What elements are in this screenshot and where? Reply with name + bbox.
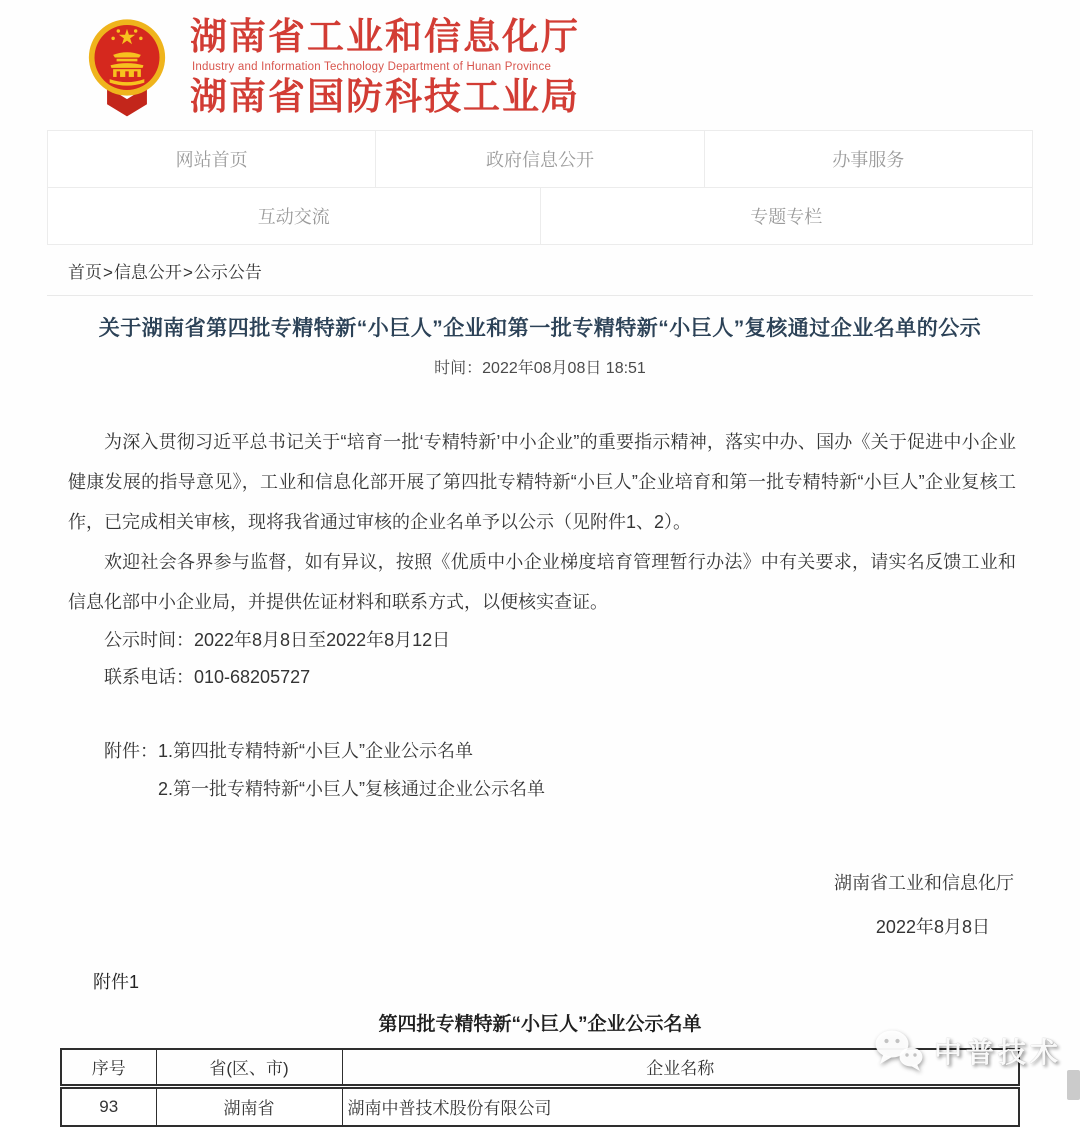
nav-item-interaction[interactable]: 互动交流	[47, 188, 541, 245]
signature-block	[68, 868, 1016, 942]
site-header	[0, 0, 1080, 124]
paragraph-2: 欢迎社会各界参与监督，如有异议，按照《优质中小企业梯度培育管理暂行办法》中有关要求，请实名反馈工业和信息化部中小企业局，并提供佐证材料和联系方式，以便核实查证。	[68, 552, 1016, 612]
attachment-1: 附件：1.第四批专精特新“小巨人”企业公示名单	[104, 741, 473, 761]
china-national-emblem-icon	[88, 14, 166, 120]
nav-item-special-columns[interactable]: 专题专栏	[540, 188, 1034, 245]
table-header-row	[61, 1049, 1019, 1086]
header-company: 企业名称	[342, 1049, 1019, 1086]
breadcrumb-info-disclosure[interactable]: 信息公开	[113, 263, 182, 282]
nav-item-home[interactable]: 网站首页	[47, 131, 376, 188]
cell-company: 湖南中普技术股份有限公司	[342, 1086, 1019, 1126]
signature-org: 湖南省工业和信息化厅	[834, 873, 1014, 893]
cell-province: 湖南省	[156, 1086, 342, 1126]
breadcrumb	[47, 245, 1033, 296]
main-nav	[47, 130, 1033, 245]
nav-item-services[interactable]: 办事服务	[704, 131, 1033, 188]
annex-table	[60, 1048, 1020, 1127]
breadcrumb-announcements[interactable]: 公示公告	[193, 263, 262, 282]
article-body	[68, 422, 1016, 942]
cell-seq: 93	[61, 1086, 156, 1126]
annex-table-title: 第四批专精特新“小巨人”企业公示名单	[378, 1014, 702, 1035]
nav-row-1	[47, 131, 1033, 188]
nav-item-gov-info[interactable]: 政府信息公开	[375, 131, 704, 188]
publicity-period: 公示时间：2022年8月8日至2022年8月12日	[104, 630, 451, 650]
article-time: 时间：2022年08月08日 18:51	[434, 360, 646, 377]
header-title-cn-1: 湖南省工业和信息化厅	[190, 15, 580, 57]
table-row	[61, 1086, 1019, 1126]
article-title: 关于湖南省第四批专精特新“小巨人”企业和第一批专精特新“小巨人”复核通过企业名单的公示	[98, 317, 982, 340]
paragraph-1: 为深入贯彻习近平总书记关于“培育一批‘专精特新’中小企业”的重要指示精神，落实中办、国办《关于促进中小企业健康发展的指导意见》，工业和信息化部开展了第四批专精特新“小巨人”企业培育和第一批专精特新“小巨人”企业复核工作，已完成相关审核，现将我省通过审核的企业名单予以公示（见附件1、2）。	[68, 432, 1016, 532]
header-title-en: Industry and Information Technology Department of Hunan Province	[192, 60, 552, 73]
annex-label: 附件1	[93, 972, 140, 992]
breadcrumb-home[interactable]: 首页	[68, 263, 102, 282]
header-title-cn-2: 湖南省国防科技工业局	[190, 75, 580, 117]
watermark-text: 中普技术	[934, 1037, 1063, 1068]
breadcrumb-separator: >	[103, 263, 113, 282]
signature-date: 2022年8月8日	[875, 917, 990, 937]
attachment-2: 2.第一批专精特新“小巨人”复核通过企业公示名单	[158, 779, 545, 799]
header-seq: 序号	[61, 1049, 156, 1086]
contact-phone: 联系电话：010-68205727	[104, 667, 311, 687]
attachments-list	[68, 732, 1016, 808]
scrollbar-thumb[interactable]	[1067, 1070, 1080, 1100]
nav-row-2	[47, 188, 1033, 245]
breadcrumb-separator: >	[182, 263, 193, 282]
header-titles	[190, 16, 580, 118]
header-province: 省(区、市)	[156, 1049, 342, 1086]
